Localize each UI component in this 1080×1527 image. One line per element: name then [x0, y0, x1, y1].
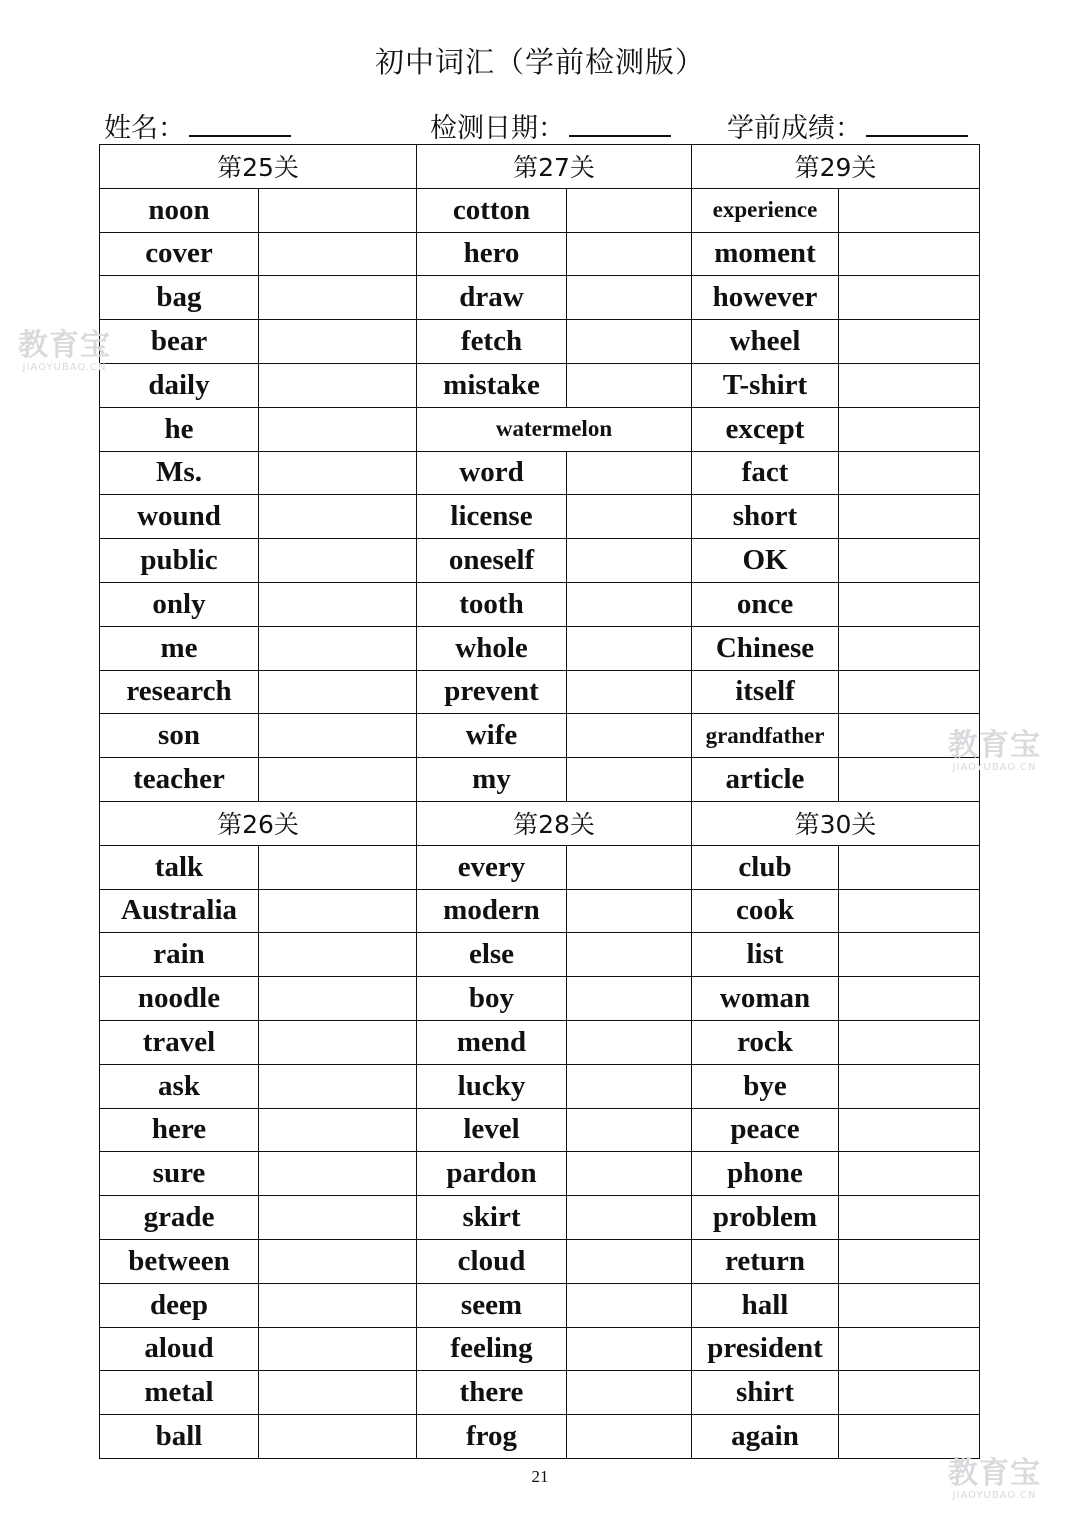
word-cell: me	[100, 626, 259, 670]
answer-cell[interactable]	[259, 977, 417, 1021]
answer-cell[interactable]	[839, 495, 980, 539]
watermark-brand: 教育宝	[18, 328, 111, 363]
word-cell: except	[692, 407, 839, 451]
answer-cell[interactable]	[259, 1415, 417, 1459]
word-cell: lucky	[417, 1064, 567, 1108]
answer-cell[interactable]	[567, 1108, 692, 1152]
answer-cell[interactable]	[259, 1064, 417, 1108]
word-cell: woman	[692, 977, 839, 1021]
answer-cell[interactable]	[259, 363, 417, 407]
answer-cell[interactable]	[567, 670, 692, 714]
word-cell: deep	[100, 1283, 259, 1327]
word-cell: research	[100, 670, 259, 714]
answer-cell[interactable]	[567, 977, 692, 1021]
vocabulary-table	[99, 144, 980, 1459]
date-blank[interactable]	[569, 109, 671, 137]
table-row	[100, 1152, 980, 1196]
word-cell: there	[417, 1371, 567, 1415]
word-cell: tooth	[417, 582, 567, 626]
word-cell: wife	[417, 714, 567, 758]
answer-cell[interactable]	[259, 276, 417, 320]
answer-cell[interactable]	[839, 451, 980, 495]
section-header-row	[100, 801, 980, 845]
answer-cell[interactable]	[259, 1196, 417, 1240]
answer-cell[interactable]	[567, 276, 692, 320]
answer-cell[interactable]	[839, 1371, 980, 1415]
table-row	[100, 582, 980, 626]
word-cell: else	[417, 933, 567, 977]
answer-cell[interactable]	[259, 758, 417, 802]
answer-cell[interactable]	[567, 845, 692, 889]
word-cell: Australia	[100, 889, 259, 933]
word-cell: noon	[100, 188, 259, 232]
word-cell: teacher	[100, 758, 259, 802]
answer-cell[interactable]	[839, 1415, 980, 1459]
level-header: 第28关	[417, 801, 692, 845]
watermark-logo	[18, 330, 111, 373]
word-cell: president	[692, 1327, 839, 1371]
watermark-brand: 教育宝	[948, 1456, 1041, 1491]
word-cell: travel	[100, 1020, 259, 1064]
page-title: 初中词汇（学前检测版）	[374, 45, 705, 79]
answer-cell[interactable]	[259, 1020, 417, 1064]
level-header: 第30关	[692, 801, 980, 845]
word-cell: whole	[417, 626, 567, 670]
answer-cell[interactable]	[567, 1239, 692, 1283]
answer-cell[interactable]	[259, 539, 417, 583]
answer-cell[interactable]	[567, 714, 692, 758]
answer-cell[interactable]	[567, 539, 692, 583]
answer-cell[interactable]	[567, 1152, 692, 1196]
word-cell: return	[692, 1239, 839, 1283]
answer-cell[interactable]	[567, 1020, 692, 1064]
table-row	[100, 1064, 980, 1108]
answer-cell[interactable]	[839, 276, 980, 320]
answer-cell[interactable]	[839, 407, 980, 451]
table-row	[100, 1327, 980, 1371]
answer-cell[interactable]	[567, 1064, 692, 1108]
table-row	[100, 407, 980, 451]
word-cell: boy	[417, 977, 567, 1021]
word-cell: cook	[692, 889, 839, 933]
word-cell: once	[692, 582, 839, 626]
name-blank[interactable]	[189, 109, 291, 137]
answer-cell[interactable]	[839, 539, 980, 583]
word-cell: modern	[417, 889, 567, 933]
word-cell: every	[417, 845, 567, 889]
table-row	[100, 1196, 980, 1240]
word-cell: itself	[692, 670, 839, 714]
table-row	[100, 845, 980, 889]
table-row	[100, 188, 980, 232]
answer-cell[interactable]	[567, 1371, 692, 1415]
word-cell: club	[692, 845, 839, 889]
answer-cell[interactable]	[839, 889, 980, 933]
section-header-row	[100, 145, 980, 189]
answer-cell[interactable]	[567, 188, 692, 232]
word-cell: OK	[692, 539, 839, 583]
word-cell: Chinese	[692, 626, 839, 670]
answer-cell[interactable]	[839, 1152, 980, 1196]
word-cell: my	[417, 758, 567, 802]
answer-cell[interactable]	[259, 582, 417, 626]
word-cell: aloud	[100, 1327, 259, 1371]
word-cell: however	[692, 276, 839, 320]
watermark-brand: 教育宝	[948, 728, 1041, 763]
word-cell: ask	[100, 1064, 259, 1108]
table-row	[100, 451, 980, 495]
word-cell: experience	[692, 188, 839, 232]
level-header: 第27关	[417, 145, 692, 189]
answer-cell[interactable]	[259, 626, 417, 670]
word-cell: article	[692, 758, 839, 802]
answer-cell[interactable]	[567, 582, 692, 626]
word-cell: hero	[417, 232, 567, 276]
watermark-logo	[948, 1458, 1041, 1501]
name-field	[104, 106, 291, 145]
answer-cell[interactable]	[259, 889, 417, 933]
answer-cell[interactable]	[839, 977, 980, 1021]
answer-cell[interactable]	[839, 845, 980, 889]
word-cell: word	[417, 451, 567, 495]
word-cell: again	[692, 1415, 839, 1459]
answer-cell[interactable]	[567, 933, 692, 977]
table-row	[100, 232, 980, 276]
word-cell: wound	[100, 495, 259, 539]
word-cell: prevent	[417, 670, 567, 714]
answer-cell[interactable]	[259, 670, 417, 714]
answer-cell[interactable]	[839, 670, 980, 714]
answer-cell[interactable]	[839, 363, 980, 407]
word-cell: public	[100, 539, 259, 583]
answer-cell[interactable]	[839, 582, 980, 626]
word-cell: fact	[692, 451, 839, 495]
word-cell: skirt	[417, 1196, 567, 1240]
word-cell: Ms.	[100, 451, 259, 495]
page-number: 21	[531, 1467, 549, 1486]
answer-cell[interactable]	[839, 320, 980, 364]
word-cell: mistake	[417, 363, 567, 407]
word-cell: between	[100, 1239, 259, 1283]
word-cell: oneself	[417, 539, 567, 583]
level-header: 第29关	[692, 145, 980, 189]
table-row	[100, 977, 980, 1021]
answer-cell[interactable]	[839, 1020, 980, 1064]
word-cell: cotton	[417, 188, 567, 232]
word-cell: bye	[692, 1064, 839, 1108]
score-label: 学前成绩：	[727, 113, 862, 144]
word-cell: phone	[692, 1152, 839, 1196]
word-cell: bear	[100, 320, 259, 364]
word-cell: grade	[100, 1196, 259, 1240]
table-row	[100, 276, 980, 320]
answer-cell[interactable]	[259, 232, 417, 276]
word-cell: short	[692, 495, 839, 539]
word-cell: seem	[417, 1283, 567, 1327]
answer-cell[interactable]	[567, 626, 692, 670]
word-cell: list	[692, 933, 839, 977]
answer-cell[interactable]	[567, 232, 692, 276]
word-cell: here	[100, 1108, 259, 1152]
level-header: 第26关	[100, 801, 417, 845]
word-cell: talk	[100, 845, 259, 889]
answer-cell[interactable]	[259, 1371, 417, 1415]
word-cell: problem	[692, 1196, 839, 1240]
word-cell: draw	[417, 276, 567, 320]
answer-cell[interactable]	[839, 933, 980, 977]
word-cell: peace	[692, 1108, 839, 1152]
word-cell: ball	[100, 1415, 259, 1459]
answer-cell[interactable]	[259, 320, 417, 364]
answer-cell[interactable]	[259, 188, 417, 232]
table-row	[100, 889, 980, 933]
word-cell: license	[417, 495, 567, 539]
table-row	[100, 495, 980, 539]
word-cell: wheel	[692, 320, 839, 364]
table-row	[100, 758, 980, 802]
answer-cell[interactable]	[567, 451, 692, 495]
word-cell: level	[417, 1108, 567, 1152]
answer-cell[interactable]	[839, 1239, 980, 1283]
word-cell: pardon	[417, 1152, 567, 1196]
name-label: 姓名：	[104, 113, 185, 144]
word-cell: cover	[100, 232, 259, 276]
answer-cell[interactable]	[567, 1327, 692, 1371]
word-cell: hall	[692, 1283, 839, 1327]
answer-cell[interactable]	[839, 232, 980, 276]
word-cell: noodle	[100, 977, 259, 1021]
table-row	[100, 1108, 980, 1152]
date-field	[430, 106, 671, 145]
answer-cell[interactable]	[839, 1108, 980, 1152]
answer-cell[interactable]	[259, 1283, 417, 1327]
answer-cell[interactable]	[839, 188, 980, 232]
answer-cell[interactable]	[839, 626, 980, 670]
word-cell: metal	[100, 1371, 259, 1415]
answer-cell[interactable]	[839, 1327, 980, 1371]
word-cell: daily	[100, 363, 259, 407]
answer-cell[interactable]	[259, 1108, 417, 1152]
word-cell: T-shirt	[692, 363, 839, 407]
table-row	[100, 714, 980, 758]
date-label: 检测日期：	[430, 113, 565, 144]
word-cell: cloud	[417, 1239, 567, 1283]
answer-cell[interactable]	[259, 495, 417, 539]
word-cell: watermelon	[417, 407, 692, 451]
table-row	[100, 670, 980, 714]
table-row	[100, 626, 980, 670]
table-row	[100, 933, 980, 977]
table-row	[100, 1415, 980, 1459]
word-cell: he	[100, 407, 259, 451]
answer-cell[interactable]	[567, 1415, 692, 1459]
word-cell: mend	[417, 1020, 567, 1064]
score-field	[727, 106, 968, 145]
answer-cell[interactable]	[259, 933, 417, 977]
answer-cell[interactable]	[259, 1239, 417, 1283]
answer-cell[interactable]	[259, 407, 417, 451]
answer-cell[interactable]	[567, 758, 692, 802]
answer-cell[interactable]	[567, 1196, 692, 1240]
word-cell: shirt	[692, 1371, 839, 1415]
table-row	[100, 1239, 980, 1283]
answer-cell[interactable]	[839, 1064, 980, 1108]
watermark-domain: JIAOYUBAO.CN	[952, 1490, 1037, 1501]
table-row	[100, 1020, 980, 1064]
answer-cell[interactable]	[259, 451, 417, 495]
word-cell: grandfather	[692, 714, 839, 758]
level-header: 第25关	[100, 145, 417, 189]
word-cell: feeling	[417, 1327, 567, 1371]
word-cell: only	[100, 582, 259, 626]
score-blank[interactable]	[866, 109, 968, 137]
answer-cell[interactable]	[567, 495, 692, 539]
word-cell: fetch	[417, 320, 567, 364]
watermark-domain: JIAOYUBAO.CN	[22, 362, 107, 373]
answer-cell[interactable]	[567, 320, 692, 364]
answer-cell[interactable]	[259, 714, 417, 758]
table-row	[100, 1283, 980, 1327]
table-row	[100, 539, 980, 583]
table-row	[100, 320, 980, 364]
word-cell: son	[100, 714, 259, 758]
watermark-logo	[948, 730, 1041, 773]
table-row	[100, 1371, 980, 1415]
answer-cell[interactable]	[567, 1283, 692, 1327]
answer-cell[interactable]	[259, 1327, 417, 1371]
answer-cell[interactable]	[259, 1152, 417, 1196]
watermark-domain: JIAOYUBAO.CN	[952, 762, 1037, 773]
word-cell: sure	[100, 1152, 259, 1196]
answer-cell[interactable]	[839, 1196, 980, 1240]
table-row	[100, 363, 980, 407]
word-cell: rain	[100, 933, 259, 977]
answer-cell[interactable]	[839, 1283, 980, 1327]
word-cell: bag	[100, 276, 259, 320]
word-cell: frog	[417, 1415, 567, 1459]
answer-cell[interactable]	[567, 889, 692, 933]
answer-cell[interactable]	[259, 845, 417, 889]
word-cell: moment	[692, 232, 839, 276]
word-cell: rock	[692, 1020, 839, 1064]
answer-cell[interactable]	[567, 363, 692, 407]
